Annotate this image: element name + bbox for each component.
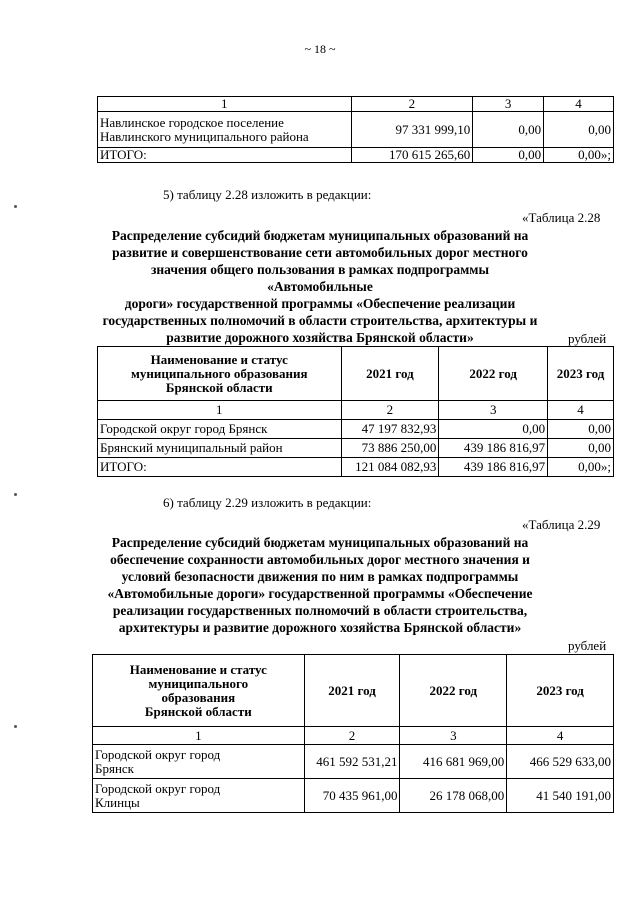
scan-mark: [14, 493, 17, 496]
title-line: обеспечение сохранности автомобильных дорог местного значения и: [110, 552, 530, 567]
row-name-line: Брянск: [95, 760, 134, 776]
col-3: 3: [473, 97, 544, 112]
col-4: 4: [548, 401, 614, 420]
head-name-line: Наименование и статус: [129, 661, 267, 677]
title-line: развитие и совершенствование сети автомобильных дорог местного: [112, 245, 528, 260]
col-3: 3: [439, 401, 548, 420]
item6-title: [100, 534, 540, 636]
value-2023: 0,00: [548, 439, 614, 458]
row-name: [93, 745, 305, 779]
table-row: [98, 439, 614, 458]
row-name: [93, 779, 305, 813]
value-2023: 0,00»;: [544, 148, 614, 163]
value-2023: 41 540 191,00: [507, 779, 614, 813]
scan-mark: [14, 725, 17, 728]
row-name-line: Навлинское городское поселение: [100, 114, 284, 130]
title-line: архитектуры и развитие дорожного хозяйства Брянской области»: [118, 620, 522, 635]
value-2022: 439 186 816,97: [439, 439, 548, 458]
head-name: [93, 655, 305, 727]
row-name: Городской округ город Брянск: [98, 420, 342, 439]
title-line: условий безопасности движения по ним в рамках подпрограммы: [121, 569, 519, 584]
item6-unit: рублей: [568, 638, 607, 653]
item5-title: [100, 227, 540, 346]
value-2022: 439 186 816,97: [439, 458, 548, 477]
col-4: 4: [507, 727, 614, 745]
table-2-29: [92, 654, 614, 813]
value-2021: 73 886 250,00: [341, 439, 439, 458]
table-row: [98, 112, 614, 148]
value-2022: 0,00: [473, 148, 544, 163]
item5-unit: рублей: [568, 331, 607, 346]
item5-table-tag: «Таблица 2.28: [522, 210, 601, 225]
col-1: 1: [93, 727, 305, 745]
col-2: 2: [304, 727, 400, 745]
value-2021: 70 435 961,00: [304, 779, 400, 813]
value-2023: 0,00»;: [548, 458, 614, 477]
value-2022: 26 178 068,00: [400, 779, 507, 813]
title-line: государственных полномочий в области строительства, архитектуры и: [102, 313, 538, 328]
title-line: «Автомобильные дороги» государственной программы «Обеспечение: [107, 586, 533, 601]
col-1: 1: [98, 401, 342, 420]
table-header-row: [93, 655, 614, 727]
value-2021: 121 084 082,93: [341, 458, 439, 477]
row-name-line: Навлинского муниципального района: [100, 128, 309, 144]
table-number-row: [93, 727, 614, 745]
head-name-line: муниципального: [148, 675, 249, 691]
row-name: [98, 112, 352, 148]
head-2023: 2023 год: [507, 655, 614, 727]
head-name-line: образования: [161, 689, 236, 705]
item5-paragraph: 5) таблицу 2.28 изложить в редакции:: [163, 187, 372, 202]
head-name-line: Брянской области: [144, 703, 252, 719]
head-2023: 2023 год: [548, 347, 614, 401]
title-line: Распределение субсидий бюджетам муниципальных образований на: [111, 228, 529, 243]
item6-table-tag: «Таблица 2.29: [522, 517, 601, 532]
head-name-line: Брянской области: [165, 379, 273, 395]
table-row: [98, 420, 614, 439]
page-number: ~ 18 ~: [304, 42, 336, 56]
row-name-line: Городской округ город: [95, 780, 221, 796]
value-2022: 416 681 969,00: [400, 745, 507, 779]
col-2: 2: [341, 401, 439, 420]
value-2021: 461 592 531,21: [304, 745, 400, 779]
head-name-line: муниципального образования: [131, 365, 308, 381]
col-4: 4: [544, 97, 614, 112]
row-name-line: Городской округ город: [95, 746, 221, 762]
head-name-line: Наименование и статус: [150, 351, 288, 367]
col-2: 2: [351, 97, 473, 112]
col-1: 1: [98, 97, 352, 112]
table-row: [93, 745, 614, 779]
row-name-line: Клинцы: [95, 794, 140, 810]
row-name: ИТОГО:: [98, 458, 342, 477]
table-2-28: [97, 346, 614, 477]
value-2021: 170 615 265,60: [351, 148, 473, 163]
table-continuation: [97, 96, 614, 163]
title-line: реализации государственных полномочий в области строительства,: [112, 603, 528, 618]
table-total-row: [98, 458, 614, 477]
head-2022: 2022 год: [400, 655, 507, 727]
row-name: ИТОГО:: [98, 148, 352, 163]
value-2022: 0,00: [473, 112, 544, 148]
table-header-row: [98, 347, 614, 401]
title-line: развитие дорожного хозяйства Брянской области»: [166, 330, 474, 345]
value-2023: 0,00: [548, 420, 614, 439]
scan-mark: [14, 205, 17, 208]
item6-paragraph: 6) таблицу 2.29 изложить в редакции:: [163, 495, 372, 510]
table-number-row: [98, 401, 614, 420]
value-2021: 97 331 999,10: [351, 112, 473, 148]
head-2021: 2021 год: [341, 347, 439, 401]
value-2023: 0,00: [544, 112, 614, 148]
table-row: [93, 779, 614, 813]
head-2022: 2022 год: [439, 347, 548, 401]
title-line: дороги» государственной программы «Обеспечение реализации: [124, 296, 516, 311]
head-name: [98, 347, 342, 401]
value-2021: 47 197 832,93: [341, 420, 439, 439]
row-name: Брянский муниципальный район: [98, 439, 342, 458]
head-2021: 2021 год: [304, 655, 400, 727]
table-header-row: [98, 97, 614, 112]
value-2023: 466 529 633,00: [507, 745, 614, 779]
value-2022: 0,00: [439, 420, 548, 439]
col-3: 3: [400, 727, 507, 745]
table-total-row: [98, 148, 614, 163]
title-line: значения общего пользования в рамках подпрограммы «Автомобильные: [150, 262, 490, 294]
title-line: Распределение субсидий бюджетам муниципальных образований на: [111, 535, 529, 550]
